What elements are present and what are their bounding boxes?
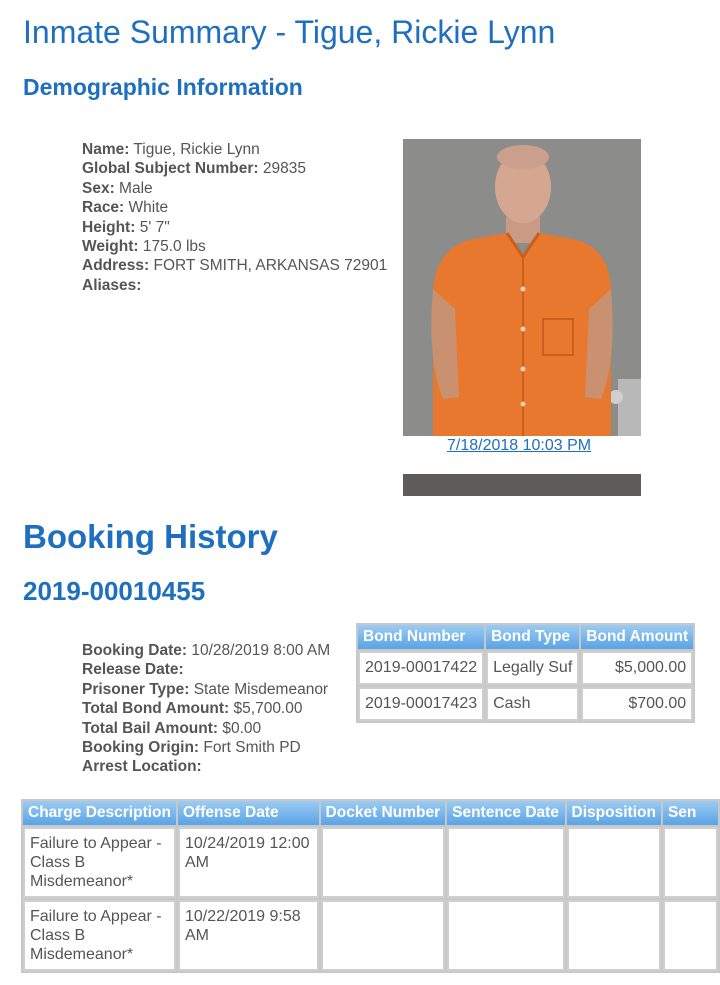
mugshot-photo[interactable] xyxy=(403,139,641,436)
col-sentence-date[interactable]: Sentence Date xyxy=(447,801,564,825)
table-row xyxy=(358,651,693,685)
bond-amount-cell: $5,000.00 xyxy=(581,651,693,685)
name-row: Name: Tigue, Rickie Lynn xyxy=(82,141,260,158)
sentence-date-cell xyxy=(447,900,564,971)
charge-header-row xyxy=(23,801,718,825)
bond-header-row xyxy=(358,625,693,649)
demographic-info xyxy=(82,140,387,295)
sentence-date-cell xyxy=(447,827,564,898)
bond-amount-cell: $700.00 xyxy=(581,687,693,721)
col-bond-number[interactable]: Bond Number xyxy=(358,625,484,649)
col-bond-type[interactable]: Bond Type xyxy=(486,625,579,649)
bond-table xyxy=(356,623,695,723)
col-offense-date[interactable]: Offense Date xyxy=(178,801,319,825)
col-docket-number[interactable]: Docket Number xyxy=(321,801,446,825)
release-date-row: Release Date: xyxy=(82,661,184,679)
bond-number-cell: 2019-00017423 xyxy=(358,687,484,721)
sex-row: Sex: Male xyxy=(82,179,153,197)
photo-date-link[interactable]: 7/18/2018 10:03 PM xyxy=(447,437,592,454)
mugshot-illustration xyxy=(403,139,641,436)
arrest-location-row: Arrest Location: xyxy=(82,758,202,776)
sentence-cell xyxy=(663,827,718,898)
col-sentence[interactable]: Sen xyxy=(663,801,718,825)
table-row xyxy=(23,827,718,898)
booking-date-row: Booking Date: 10/28/2019 8:00 AM xyxy=(82,642,331,659)
booking-info xyxy=(82,641,330,777)
offense-date-cell: 10/24/2019 12:00 AM xyxy=(178,827,319,898)
table-row xyxy=(23,900,718,971)
aliases-row: Aliases: xyxy=(82,276,142,294)
col-bond-amount[interactable]: Bond Amount xyxy=(581,625,693,649)
disposition-cell xyxy=(567,900,661,971)
photo-thumbnail-strip[interactable] xyxy=(403,474,641,496)
col-charge-description[interactable]: Charge Description xyxy=(23,801,176,825)
disposition-cell xyxy=(567,827,661,898)
booking-number: 2019-00010455 xyxy=(23,576,206,606)
docket-number-cell xyxy=(321,900,446,971)
page-title: Inmate Summary - Tigue, Rickie Lynn xyxy=(23,14,556,50)
offense-date-cell: 10/22/2019 9:58 AM xyxy=(178,900,319,971)
weight-row: Weight: 175.0 lbs xyxy=(82,238,206,256)
col-disposition[interactable]: Disposition xyxy=(567,801,661,825)
sentence-cell xyxy=(663,900,718,971)
address-row: Address: FORT SMITH, ARKANSAS 72901 xyxy=(82,257,388,275)
charge-table xyxy=(21,799,720,973)
total-bail-row: Total Bail Amount: $0.00 xyxy=(82,719,262,737)
height-row: Height: 5' 7" xyxy=(82,218,170,236)
booking-history-heading: Booking History xyxy=(23,518,278,555)
docket-number-cell xyxy=(321,827,446,898)
bond-type-cell: Legally Suf xyxy=(486,651,579,685)
prisoner-type-row: Prisoner Type: State Misdemeanor xyxy=(82,680,329,698)
table-row xyxy=(358,687,693,721)
charge-description-cell: Failure to Appear - Class B Misdemeanor* xyxy=(23,827,176,898)
race-row: Race: White xyxy=(82,199,169,217)
bond-number-cell: 2019-00017422 xyxy=(358,651,484,685)
booking-origin-row: Booking Origin: Fort Smith PD xyxy=(82,739,301,757)
global-subject-number-row: Global Subject Number: 29835 xyxy=(82,160,306,178)
demographic-heading: Demographic Information xyxy=(23,74,303,100)
bond-type-cell: Cash xyxy=(486,687,579,721)
charge-description-cell: Failure to Appear - Class B Misdemeanor* xyxy=(23,900,176,971)
total-bond-row: Total Bond Amount: $5,700.00 xyxy=(82,700,303,718)
